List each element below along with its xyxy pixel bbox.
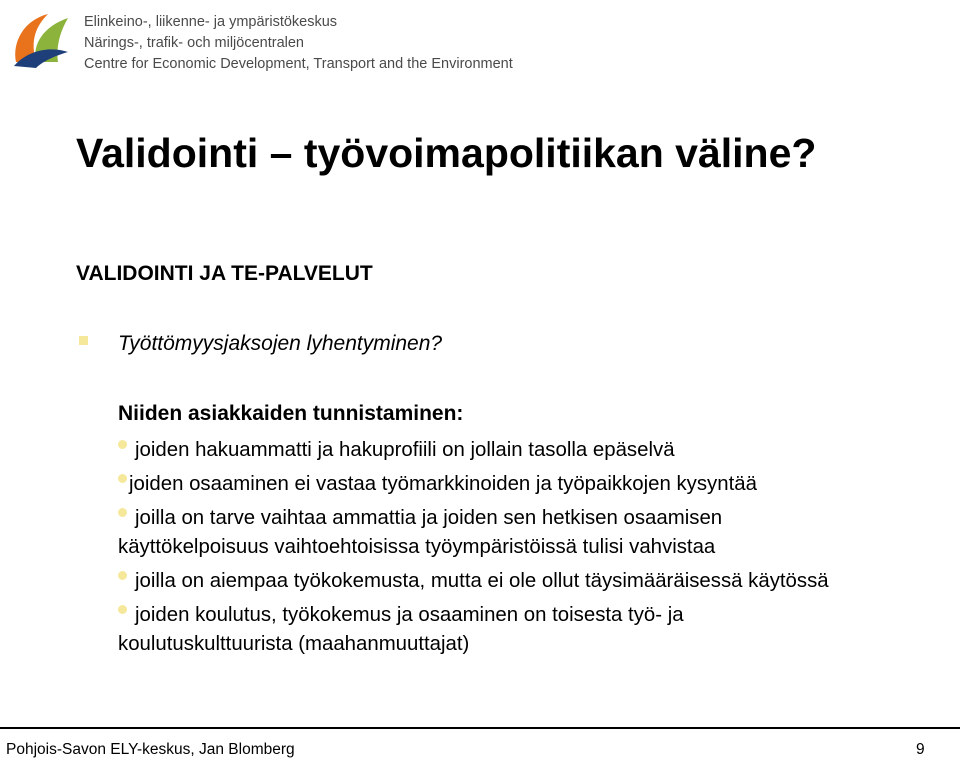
round-bullet-icon <box>118 474 127 483</box>
page-number: 9 <box>916 741 925 758</box>
round-bullet-icon <box>118 440 127 449</box>
round-bullet-icon <box>118 605 127 614</box>
list-item-text: joilla on aiempaa työkokemusta, mutta ei ole ollut täysimääräisessä käytössä <box>135 570 829 592</box>
list-item <box>118 436 960 465</box>
list-item <box>118 504 960 562</box>
list-item <box>118 601 960 659</box>
org-name-finnish: Elinkeino-, liikenne- ja ympäristökeskus <box>84 14 338 30</box>
slide-title: Validointi – työvoimapolitiikan väline? <box>76 130 817 176</box>
list-item-text-continued: käyttökelpoisuus vaihtoehtoisissa työympäristöissä tulisi vahvistaa <box>118 536 716 558</box>
list-item-text: joiden koulutus, työkokemus ja osaaminen on toisesta työ- ja <box>135 604 684 626</box>
org-name-english: Centre for Economic Development, Transport and the Environment <box>84 56 513 72</box>
list-item <box>118 470 960 499</box>
footer-divider <box>0 727 960 729</box>
list-item-text: joiden osaaminen ei vastaa työmarkkinoiden ja työpaikkojen kysyntää <box>129 473 757 495</box>
square-bullet-icon <box>79 336 88 345</box>
ely-logo <box>6 4 72 70</box>
level2-heading: Niiden asiakkaiden tunnistaminen: <box>118 402 464 425</box>
slide-subtitle: VALIDOINTI JA TE-PALVELUT <box>76 262 373 285</box>
footer-author: Pohjois-Savon ELY-keskus, Jan Blomberg <box>6 741 295 758</box>
level1-item: Työttömyysjaksojen lyhentyminen? <box>118 332 443 355</box>
round-bullet-icon <box>118 508 127 517</box>
organization-name <box>84 12 513 75</box>
list-item-text-continued: koulutuskulttuurista (maahanmuuttajat) <box>118 633 470 655</box>
org-name-swedish: Närings-, trafik- och miljöcentralen <box>84 35 304 51</box>
list-item-text: joiden hakuammatti ja hakuprofiili on jollain tasolla epäselvä <box>135 439 675 461</box>
list-item-text: joilla on tarve vaihtaa ammattia ja joiden sen hetkisen osaamisen <box>135 507 723 529</box>
bullet-list <box>118 436 960 664</box>
round-bullet-icon <box>118 571 127 580</box>
list-item <box>118 567 960 596</box>
